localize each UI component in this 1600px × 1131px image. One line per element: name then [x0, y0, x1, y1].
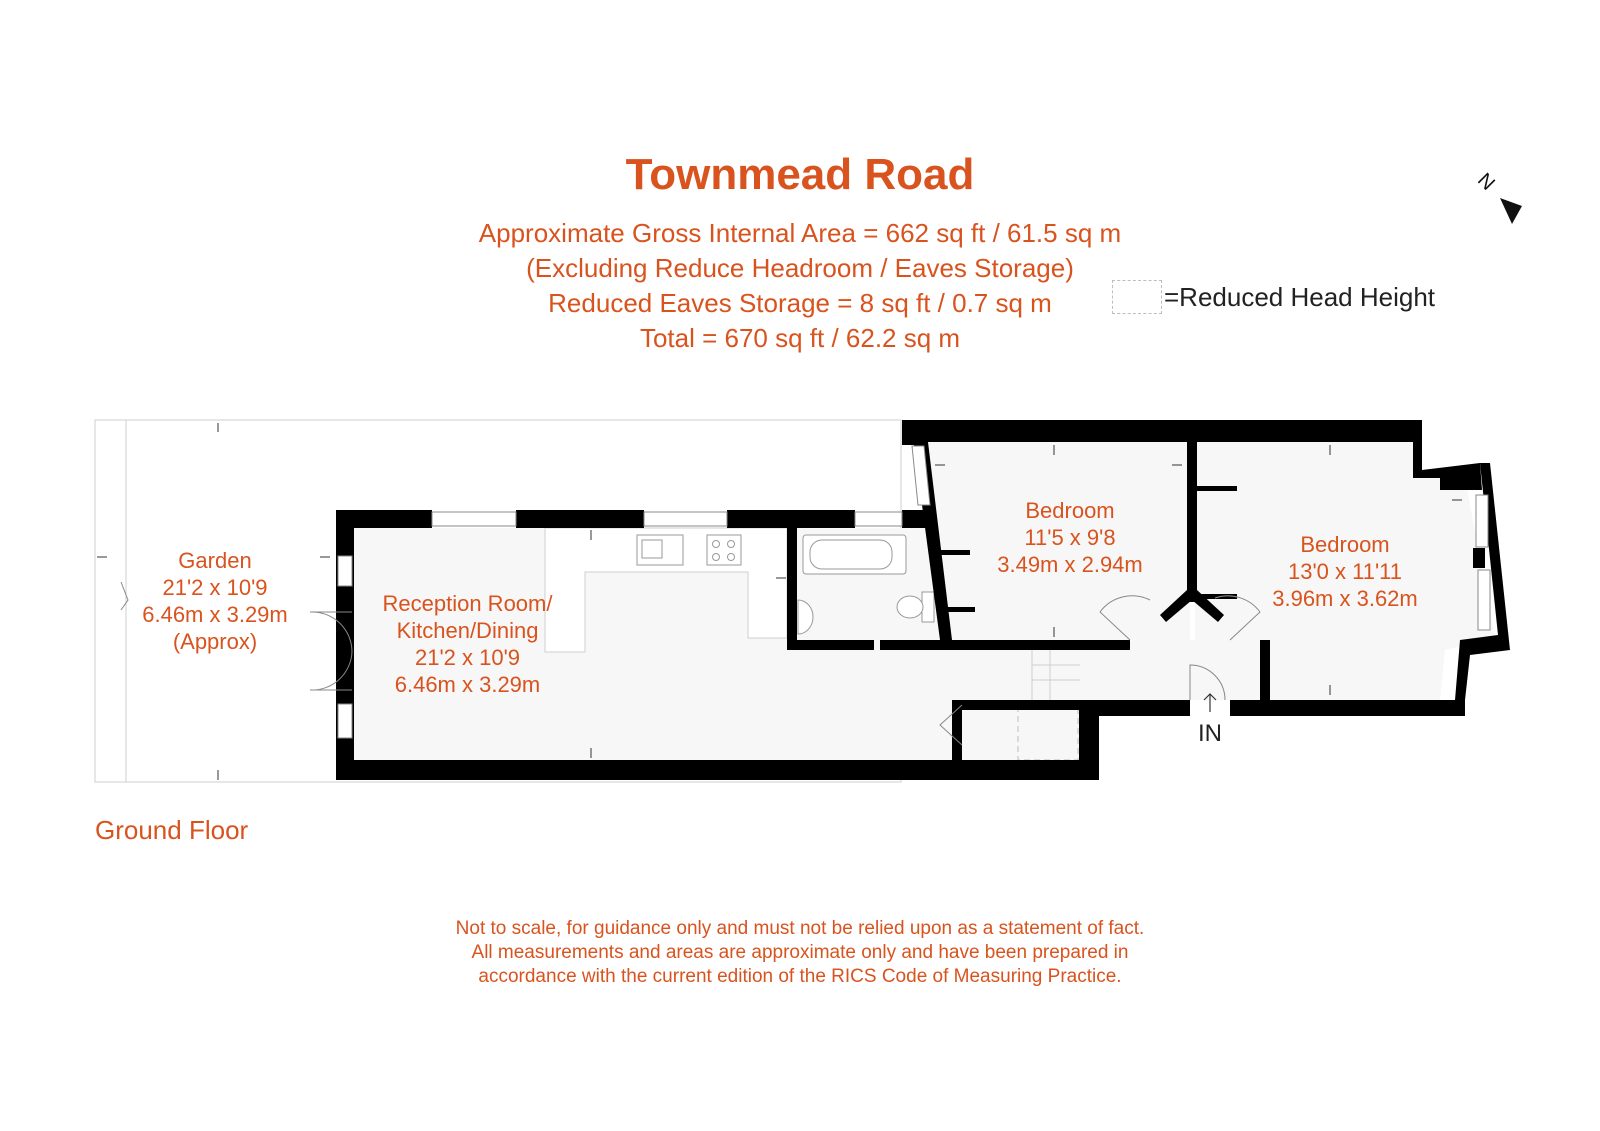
total-area-line: Total = 670 sq ft / 62.2 sq m: [639, 323, 961, 353]
bedroom1-metric: 3.49m x 2.94m: [997, 552, 1143, 577]
compass-label: N: [1473, 169, 1499, 195]
reception-label: [370, 590, 565, 698]
hob-icon: [707, 535, 741, 565]
gross-area-line: Approximate Gross Internal Area = 662 sq ft / 61.5 sq m: [478, 218, 1122, 248]
bedroom2-metric: 3.96m x 3.62m: [1272, 586, 1418, 611]
sink-icon: [637, 535, 683, 565]
entrance-label: IN: [1198, 720, 1222, 747]
garden-label: [130, 547, 300, 655]
bedroom2-imperial: 13'0 x 11'11: [1287, 559, 1402, 584]
bedroom1-imperial: 11'5 x 9'8: [1024, 525, 1116, 550]
floor-label: Ground Floor: [95, 815, 249, 845]
excluding-line: (Excluding Reduce Headroom / Eaves Storage): [526, 253, 1074, 283]
reception-name-2: Kitchen/Dining: [396, 618, 539, 643]
bedroom2-name: Bedroom: [1300, 532, 1390, 557]
reception-name-1: Reception Room/: [382, 591, 553, 616]
disclaimer-line-1: Not to scale, for guidance only and must not be relied upon as a statement of fact.: [455, 918, 1145, 939]
bathtub-icon: [803, 535, 906, 574]
disclaimer: [0, 917, 1600, 989]
disclaimer-line-2: All measurements and areas are approximate only and have been prepared in: [471, 942, 1129, 963]
garden-imperial: 21'2 x 10'9: [162, 575, 268, 600]
bedroom1-label: [985, 497, 1155, 578]
legend-label: =Reduced Head Height: [1164, 281, 1436, 312]
bedroom1-name: Bedroom: [1025, 498, 1115, 523]
garden-name: Garden: [178, 548, 252, 573]
disclaimer-line-3: accordance with the current edition of the RICS Code of Measuring Practice.: [478, 966, 1122, 987]
reception-metric: 6.46m x 3.29m: [394, 672, 541, 697]
reception-imperial: 21'2 x 10'9: [414, 645, 521, 670]
garden-metric: 6.46m x 3.29m: [142, 602, 288, 627]
garden-note: (Approx): [172, 629, 258, 654]
eaves-storage-line: Reduced Eaves Storage = 8 sq ft / 0.7 sq m: [548, 288, 1052, 318]
bedroom2-label: [1260, 531, 1430, 612]
plan-title: Townmead Road: [625, 150, 975, 199]
